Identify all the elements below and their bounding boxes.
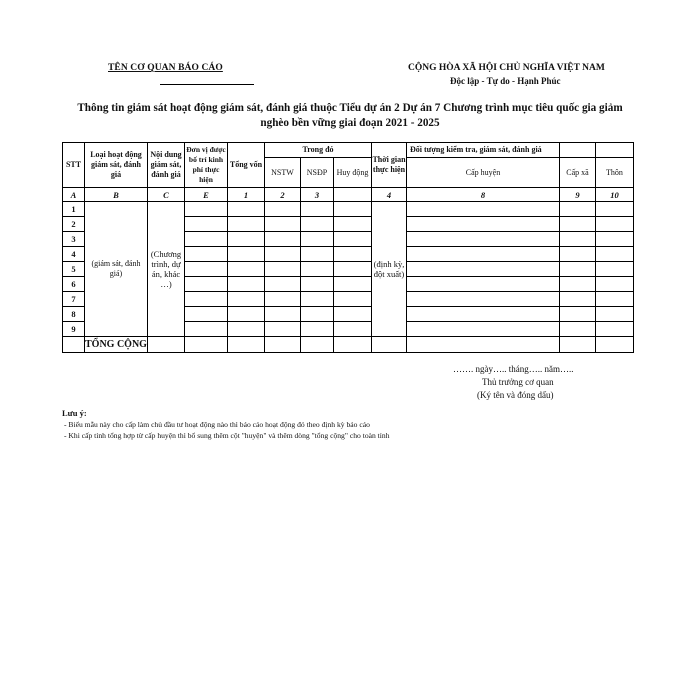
table-cell: [596, 337, 634, 353]
table-cell: [228, 307, 265, 322]
table-cell: [301, 217, 334, 232]
table-cell: [265, 202, 301, 217]
row-number: 3: [63, 232, 85, 247]
row-number: 9: [63, 322, 85, 337]
header-stt: STT: [63, 143, 85, 188]
signature-date: ……. ngày….. tháng….. năm…..: [453, 364, 574, 374]
agency-name: TÊN CƠ QUAN BÁO CÁO: [108, 63, 223, 73]
agency-underline: [160, 84, 254, 85]
table-cell: [301, 247, 334, 262]
table-cell: [596, 322, 634, 337]
table-cell: [334, 262, 372, 277]
table-cell: [334, 307, 372, 322]
table-cell: [596, 232, 634, 247]
table-cell: [301, 322, 334, 337]
table-cell: [334, 217, 372, 232]
note-item: - Biểu mẫu này cho cấp làm chủ đầu tư hoạt động nào thì báo cáo hoạt động đó theo định kỳ báo cáo: [64, 420, 370, 429]
signature-title: Thủ trưởng cơ quan: [482, 377, 554, 387]
table-cell: [407, 337, 560, 353]
table-cell: [265, 277, 301, 292]
table-cell: [265, 322, 301, 337]
table-cell: [228, 337, 265, 353]
table-cell: [301, 202, 334, 217]
header-mobilized: Huy động: [334, 158, 372, 188]
table-cell: [228, 292, 265, 307]
table-cell: [265, 262, 301, 277]
table-cell: [301, 337, 334, 353]
table-cell: [560, 202, 596, 217]
table-cell: [407, 277, 560, 292]
header-capital: Tổng vốn: [228, 143, 265, 188]
table-cell: [560, 322, 596, 337]
table-cell: [265, 232, 301, 247]
table-cell: [185, 337, 228, 353]
table-cell: [228, 322, 265, 337]
content-note: (Chương trình, dự án, khác …): [148, 202, 185, 337]
header-of-which: Trong đó: [265, 143, 372, 158]
table-cell: [407, 307, 560, 322]
table-cell: [596, 292, 634, 307]
header-content: Nội dung giám sát, đánh giá: [148, 143, 185, 188]
table-cell: [265, 292, 301, 307]
row-number: 2: [63, 217, 85, 232]
total-label: TỔNG CỘNG: [85, 337, 148, 353]
table-cell: [407, 217, 560, 232]
table-cell: [407, 232, 560, 247]
row-number: 4: [63, 247, 85, 262]
table-cell: [560, 247, 596, 262]
note-item: - Khi cấp tỉnh tổng hợp từ cấp huyện thì bổ sung thêm cột "huyện" và thêm dòng "tổng cộng" cho toàn tỉnh: [64, 431, 390, 440]
table-cell: [301, 232, 334, 247]
column-code-row: [63, 188, 634, 202]
header-blank-2: [596, 143, 634, 158]
table-cell: [334, 277, 372, 292]
report-title: Thông tin giám sát hoạt động giám sát, đánh giá thuộc Tiểu dự án 2 Dự án 7 Chương trình mục tiêu quốc gia giảm nghèo bền vững giai đoạn 2021 - 2025: [77, 102, 623, 129]
table-cell: [228, 277, 265, 292]
table-cell: [301, 307, 334, 322]
header-blank-1: [560, 143, 596, 158]
table-cell: [228, 247, 265, 262]
table-cell: [334, 202, 372, 217]
table-cell: [560, 307, 596, 322]
table-cell: [185, 202, 228, 217]
table-cell: [185, 262, 228, 277]
header-row-1: [63, 143, 634, 158]
code-cell: 9: [560, 188, 596, 202]
table-cell: [372, 337, 407, 353]
table-cell: [407, 202, 560, 217]
table-cell: [334, 247, 372, 262]
code-cell: 1: [228, 188, 265, 202]
table-cell: [596, 277, 634, 292]
table-cell: [596, 202, 634, 217]
header-village: Thôn: [596, 158, 634, 188]
national-title: CỘNG HÒA XÃ HỘI CHỦ NGHĨA VIỆT NAM: [408, 63, 605, 73]
code-cell: B: [85, 188, 148, 202]
row-number: 8: [63, 307, 85, 322]
table-cell: [301, 292, 334, 307]
row-number: 7: [63, 292, 85, 307]
row-number: 1: [63, 202, 85, 217]
table-cell: [148, 337, 185, 353]
table-cell: [265, 307, 301, 322]
table-cell: [407, 247, 560, 262]
table-cell: [334, 322, 372, 337]
header-activity: Loại hoạt động giám sát, đánh giá: [85, 143, 148, 188]
row-number: 5: [63, 262, 85, 277]
code-cell: 4: [372, 188, 407, 202]
code-cell: A: [63, 188, 85, 202]
table-cell: [407, 262, 560, 277]
row-number: 6: [63, 277, 85, 292]
table-cell: [265, 217, 301, 232]
table-cell: [185, 292, 228, 307]
table-cell: [185, 277, 228, 292]
table-cell: [301, 262, 334, 277]
table-cell: [560, 337, 596, 353]
table-cell: [596, 262, 634, 277]
header-unit: Đơn vị được bố trí kinh phí thực hiện: [185, 143, 228, 188]
table-cell: [185, 307, 228, 322]
table-cell: [560, 277, 596, 292]
table-cell: [560, 232, 596, 247]
code-cell: 3: [301, 188, 334, 202]
table-cell: [334, 337, 372, 353]
table-cell: [185, 232, 228, 247]
code-cell: E: [185, 188, 228, 202]
signature-note: (Ký tên và đóng dấu): [477, 390, 554, 400]
report-table: [62, 142, 634, 353]
activity-note: (giám sát, đánh giá): [85, 202, 148, 337]
table-cell: [63, 337, 85, 353]
table-cell: [596, 247, 634, 262]
header-district: Cấp huyện: [407, 158, 560, 188]
table-cell: [228, 217, 265, 232]
table-cell: [407, 292, 560, 307]
header-subjects: Đối tượng kiểm tra, giám sát, đánh giá: [407, 143, 560, 158]
table-row: [63, 202, 634, 217]
table-cell: [185, 247, 228, 262]
table-cell: [407, 322, 560, 337]
table-cell: [334, 292, 372, 307]
table-cell: [265, 337, 301, 353]
header-nstw: NSTW: [265, 158, 301, 188]
notes-heading: Lưu ý:: [62, 408, 87, 418]
table-cell: [560, 217, 596, 232]
table-cell: [560, 292, 596, 307]
table-cell: [228, 232, 265, 247]
header-time: Thời gian thực hiện: [372, 143, 407, 188]
table-cell: [228, 202, 265, 217]
table-cell: [185, 217, 228, 232]
code-cell: 10: [596, 188, 634, 202]
code-cell: 2: [265, 188, 301, 202]
table-cell: [228, 262, 265, 277]
table-cell: [596, 307, 634, 322]
total-row: [63, 337, 634, 353]
table-cell: [596, 217, 634, 232]
code-cell: C: [148, 188, 185, 202]
table-cell: [301, 277, 334, 292]
table-cell: [334, 232, 372, 247]
table-cell: [560, 262, 596, 277]
time-note: (định kỳ, đột xuất): [372, 202, 407, 337]
header-nsdp: NSĐP: [301, 158, 334, 188]
code-cell: 8: [407, 188, 560, 202]
code-cell: [334, 188, 372, 202]
header-commune: Cấp xã: [560, 158, 596, 188]
national-motto: Độc lập - Tự do - Hạnh Phúc: [450, 76, 561, 86]
table-cell: [265, 247, 301, 262]
table-cell: [185, 322, 228, 337]
